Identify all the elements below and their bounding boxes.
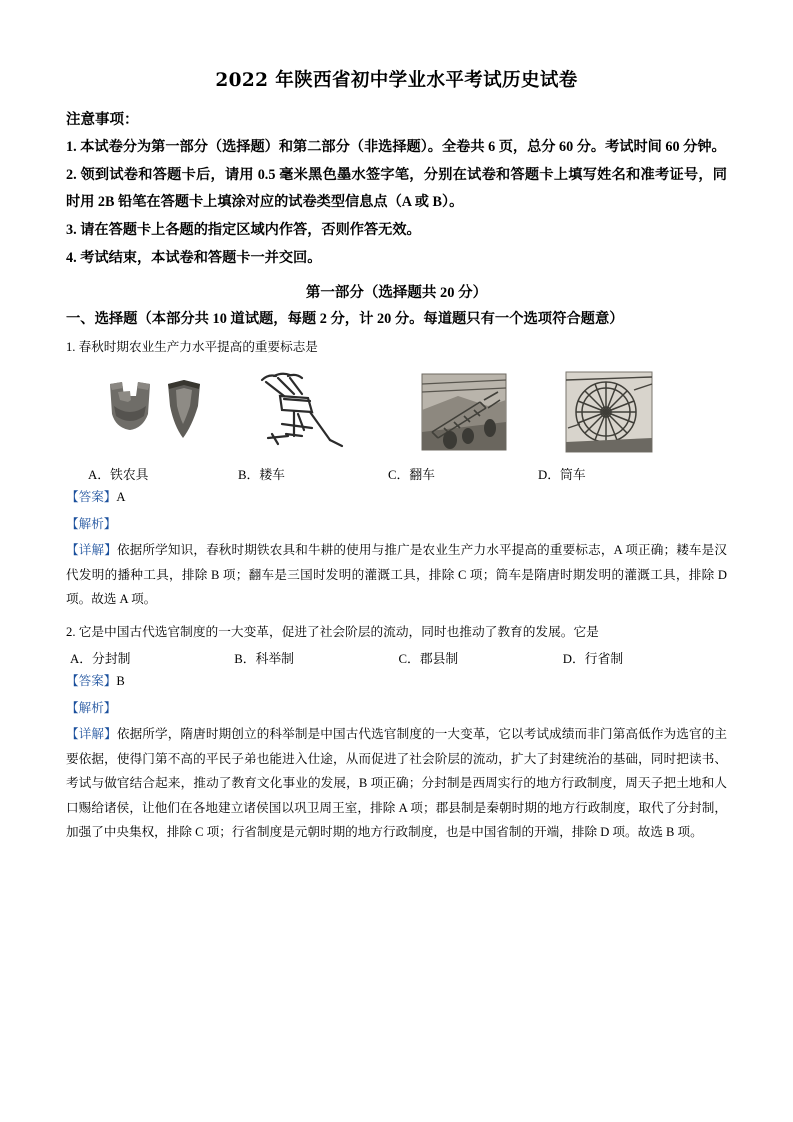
question-1-detail: [66, 538, 727, 612]
question-2-answer-label: 【答案】: [66, 674, 117, 689]
question-2-detail-text: 依据所学，隋唐时期创立的科举制是中国古代选官制度的一大变革，它以考试成绩而非门第高低作为选官的主要依据，使得门第不高的平民子弟也能进入仕途，从而促进了社会阶层的流动，扩大了封建统治的基础，同时把读书、考试与做官结合起来，推动了教育文化事业的发展，B 项正确；分封制是西周实行的地方行政制度，周天子把土地和人口赐给诸侯，让他们在各地建立诸侯国以巩卫周王室，排除 A 项；郡县制是秦朝时期的地方行政制度，取代了分封制，加强了中央集权，排除 C 项；行省制度是元朝时期的地方行政制度，也是中国省制的开端，排除 D 项。故选 B 项。: [66, 727, 728, 840]
question-2-answer: [66, 669, 727, 694]
question-1: [66, 336, 727, 612]
lou-che-image: [238, 366, 388, 458]
question-2: [66, 620, 727, 845]
question-1-option-b[interactable]: B．耧车: [238, 468, 285, 483]
question-1-stem: 1. 春秋时期农业生产力水平提高的重要标志是: [66, 340, 318, 355]
question-2-options: [66, 648, 727, 667]
notice-item-3: 3. 请在答题卡上各题的指定区域内作答，否则作答无效。: [66, 221, 421, 238]
question-1-answer-value: A: [116, 490, 126, 505]
section-heading-multiple-choice: 一、选择题（本部分共 10 道试题，每题 2 分，计 20 分。每道题只有一个选项符合题意）: [66, 311, 624, 328]
question-1-option-a[interactable]: A．铁农具: [88, 468, 149, 483]
question-1-answer: [66, 485, 727, 510]
question-1-analysis-label: 【解析】: [66, 516, 117, 531]
question-2-stem: 2. 它是中国古代选官制度的一大变革，促进了社会阶层的流动，同时也推动了教育的发展。它是: [66, 624, 599, 639]
question-2-option-d[interactable]: D．行省制: [562, 652, 624, 667]
tie-nongju-image: [88, 366, 238, 458]
question-2-detail-label: 【详解】: [66, 727, 117, 742]
question-2-option-b[interactable]: B．科举制: [234, 652, 294, 667]
part-one-title: 第一部分（选择题共 20 分）: [305, 285, 488, 302]
question-2-detail: [66, 722, 727, 845]
notice-heading: 注意事项：: [66, 112, 139, 128]
question-1-option-c[interactable]: C．翻车: [388, 468, 435, 483]
question-1-detail-text: 依据所学知识，春秋时期铁农具和牛耕的使用与推广是农业生产力水平提高的重要标志，A 项正确；耧车是汉代发明的播种工具，排除 B 项；翻车是三国时发明的灌溉工具，排除 C 项；筒车是隋唐时期发明的灌溉工具，排除 D 项。故选 A 项。: [66, 543, 727, 607]
question-2-option-c[interactable]: C．郡县制: [398, 652, 459, 667]
page-title: 2022 年陕西省初中学业水平考试历史试卷: [215, 70, 578, 91]
question-1-detail-label: 【详解】: [66, 543, 117, 558]
question-2-analysis-label: 【解析】: [66, 700, 117, 715]
question-2-option-a[interactable]: A．分封制: [70, 652, 131, 667]
fan-che-image: [388, 366, 538, 458]
question-1-figure-row: [66, 366, 727, 458]
question-1-answer-label: 【答案】: [66, 490, 117, 505]
notice-item-2: 2. 领到试卷和答题卡后，请用 0.5 毫米黑色墨水签字笔，分别在试卷和答题卡上填写姓名和准考证号，同时用 2B 铅笔在答题卡上填涂对应的试卷类型信息点（A 或 B）。: [66, 167, 727, 210]
question-1-options: [66, 464, 727, 483]
notice-item-4: 4. 考试结束，本试卷和答题卡一并交回。: [66, 250, 322, 267]
tong-che-image: [538, 366, 688, 458]
question-1-option-d[interactable]: D．筒车: [538, 468, 586, 483]
question-2-answer-value: B: [116, 674, 125, 689]
notice-item-1: 1. 本试卷分为第一部分（选择题）和第二部分（非选择题）。全卷共 6 页，总分 60 分。考试时间 60 分钟。: [66, 139, 726, 155]
